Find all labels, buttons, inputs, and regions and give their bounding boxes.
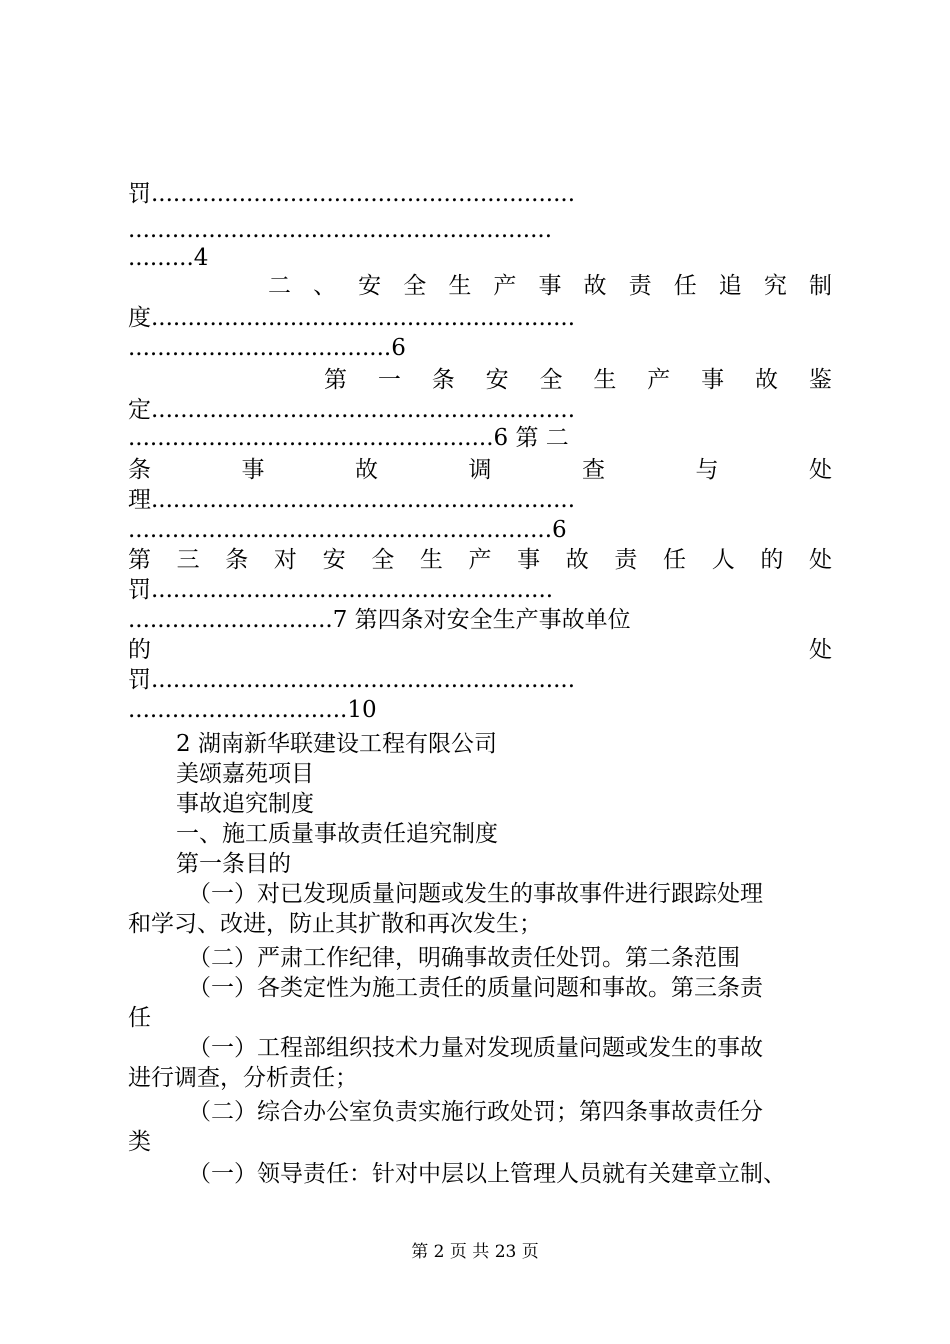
paragraph-line: 任 (128, 1005, 151, 1031)
toc-char: 事 (538, 273, 562, 299)
paragraph-line: 和学习、改进，防止其扩散和再次发生； (128, 911, 542, 937)
toc-char: 产 (468, 547, 492, 573)
toc-line: ............................7 第四条对安全生产事故单位 (128, 607, 631, 633)
document-title: 事故追究制度 (176, 791, 314, 817)
toc-line: .......................................................... (128, 217, 553, 243)
toc-char: 第 (128, 547, 151, 573)
toc-line: 罚....................................................... (128, 577, 554, 603)
toc-char: 全 (539, 367, 563, 393)
paragraph-line: （二）综合办公室负责实施行政处罚；第四条事故责任分 (188, 1099, 763, 1125)
toc-char: 生 (448, 273, 472, 299)
toc-char: 条 (128, 457, 151, 483)
toc-char: 责 (614, 547, 638, 573)
toc-line: ..........................................................6 (128, 517, 567, 543)
toc-char: 一 (377, 367, 401, 393)
page-footer: 第 2 页 共 23 页 (411, 1242, 539, 1262)
toc-char: 事 (517, 547, 541, 573)
paragraph-line: 类 (128, 1129, 151, 1155)
toc-line: 理.......................................................... (128, 487, 576, 513)
toc-char: 全 (371, 547, 395, 573)
toc-line: .........4 (128, 245, 209, 271)
toc-char: 条 (225, 547, 249, 573)
company-name: 2 湖南新华联建设工程有限公司 (176, 731, 497, 757)
toc-char: 安 (358, 273, 382, 299)
toc-char: 人 (711, 547, 735, 573)
toc-line: ..................................................6 第 二 (128, 425, 569, 451)
toc-char: 三 (176, 547, 200, 573)
toc-char: 第 (324, 367, 347, 393)
toc-char: 产 (493, 273, 517, 299)
toc-char: 调 (468, 457, 492, 483)
toc-char: 事 (701, 367, 725, 393)
toc-char: 对 (273, 547, 297, 573)
paragraph-line: （一）工程部组织技术力量对发现质量问题或发生的事故 (188, 1035, 763, 1061)
toc-char: 制 (808, 273, 832, 299)
toc-char: 故 (583, 273, 607, 299)
paragraph-line: （二）严肃工作纪律，明确事故责任处罚。第二条范围 (188, 945, 740, 971)
toc-char: 故 (355, 457, 378, 483)
toc-char: 任 (673, 273, 697, 299)
toc-char: 与 (695, 457, 719, 483)
toc-char: 究 (763, 273, 787, 299)
paragraph-line: 进行调查，分析责任； (128, 1065, 358, 1091)
toc-char: 处 (809, 637, 832, 663)
toc-char: 任 (663, 547, 687, 573)
toc-char: 产 (647, 367, 671, 393)
toc-char: 的 (760, 547, 784, 573)
toc-line: 罚.......................................................... (128, 667, 576, 693)
toc-char: 处 (808, 547, 832, 573)
toc-line: 定.......................................................... (128, 397, 576, 423)
toc-char: 追 (718, 273, 742, 299)
project-name: 美颂嘉苑项目 (176, 761, 314, 787)
paragraph-line: （一）对已发现质量问题或发生的事故事件进行跟踪处理 (188, 881, 763, 907)
toc-char: 的 (128, 637, 151, 663)
toc-char: 故 (755, 367, 778, 393)
toc-line: 度.......................................................... (128, 305, 576, 331)
paragraph-line: （一）领导责任：针对中层以上管理人员就有关建章立制、 (188, 1161, 786, 1187)
toc-char: 安 (485, 367, 509, 393)
toc-char: 条 (431, 367, 455, 393)
toc-heading-section-2 (268, 268, 832, 304)
toc-char: 、 (313, 273, 337, 299)
toc-char: 生 (419, 547, 443, 573)
toc-char: 生 (593, 367, 617, 393)
toc-char: 安 (322, 547, 346, 573)
article-heading: 第一条目的 (176, 851, 291, 877)
toc-char: 全 (403, 273, 427, 299)
paragraph-line: （一）各类定性为施工责任的质量问题和事故。第三条责 (188, 975, 763, 1001)
toc-char: 处 (809, 457, 832, 483)
section-heading: 一、施工质量事故责任追究制度 (176, 821, 498, 847)
toc-char: 鉴 (808, 367, 832, 393)
toc-char: 故 (565, 547, 589, 573)
toc-char: 事 (241, 457, 265, 483)
toc-char: 查 (582, 457, 605, 483)
toc-line: ....................................6 (128, 335, 406, 361)
toc-line: 罚.......................................................... (128, 181, 576, 207)
toc-char: 二 (268, 273, 291, 299)
toc-char: 责 (628, 273, 652, 299)
toc-line: ..............................10 (128, 697, 377, 723)
